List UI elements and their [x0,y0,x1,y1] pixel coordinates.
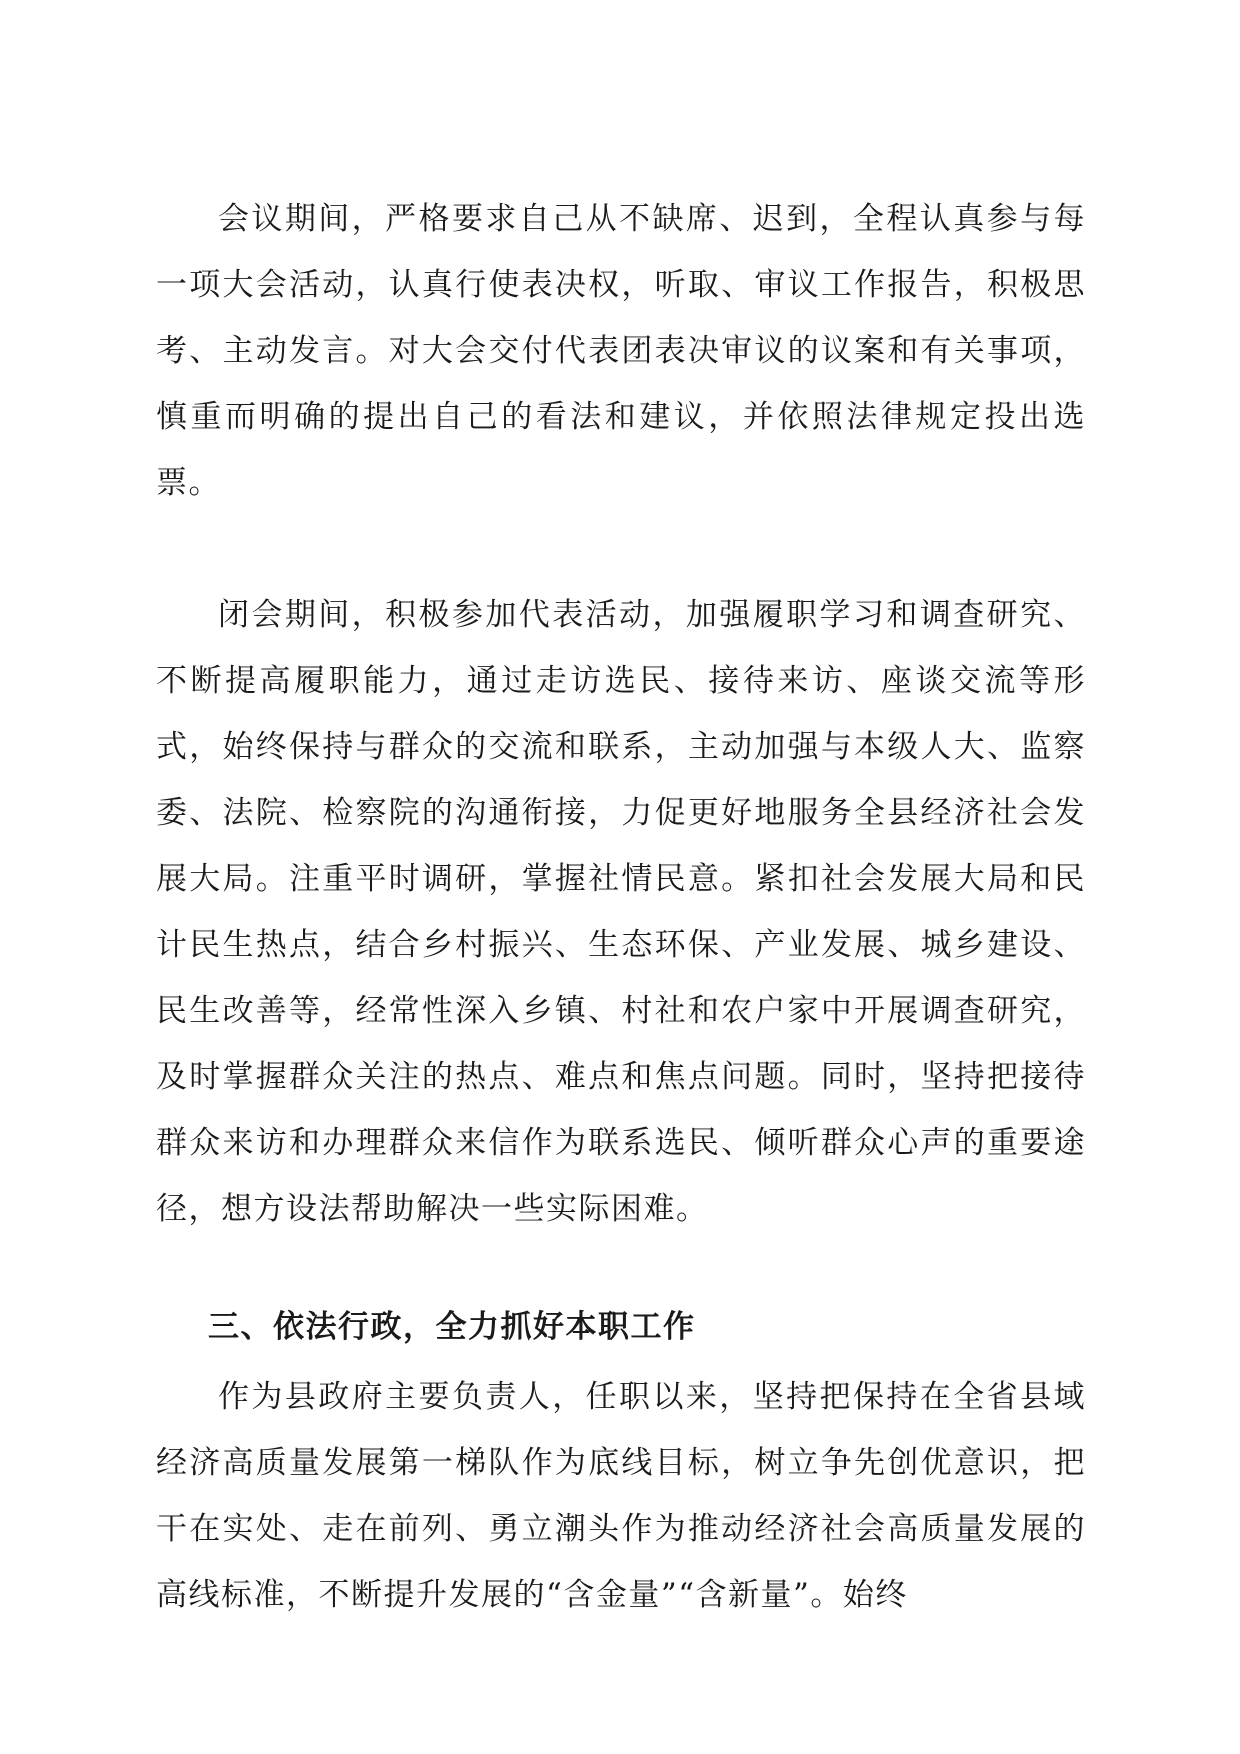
paragraph-meeting-period: 会议期间，严格要求自己从不缺席、迟到，全程认真参与每一项大会活动，认真行使表决权，听取、审议工作报告，积极思考、主动发言。对大会交付代表团表决审议的议案和有关事项，慎重而明确的提出自己的看法和建议，并依照法律规定投出选票。 [156,201,1086,501]
paragraph-section-body: 作为县政府主要负责人，任职以来，坚持把保持在全省县域经济高质量发展第一梯队作为底线目标，树立争先创优意识，把干在实处、走在前列、勇立潮头作为推动经济社会高质量发展的高线标准，不断提升发展的“含金量”“含新量”。始终 [156,1379,1086,1613]
section-heading: 三、依法行政，全力抓好本职工作 [208,1309,696,1345]
paragraph-recess-period: 闭会期间，积极参加代表活动，加强履职学习和调查研究、不断提高履职能力，通过走访选民、接待来访、座谈交流等形式，始终保持与群众的交流和联系，主动加强与本级人大、监察委、法院、检察院的沟通衔接，力促更好地服务全县经济社会发展大局。注重平时调研，掌握社情民意。紧扣社会发展大局和民计民生热点，结合乡村振兴、生态环保、产业发展、城乡建设、民生改善等，经常性深入乡镇、村社和农户家中开展调查研究，及时掌握群众关注的热点、难点和焦点问题。同时，坚持把接待群众来访和办理群众来信作为联系选民、倾听群众心声的重要途径，想方设法帮助解决一些实际困难。 [156,597,1086,1227]
document-body [156,186,1086,1628]
